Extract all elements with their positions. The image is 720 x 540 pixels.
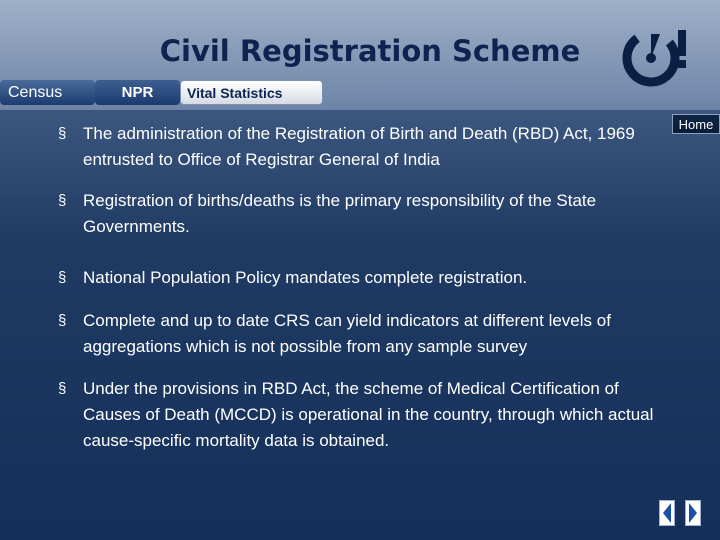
- bullet-marker: §: [58, 312, 67, 329]
- bullet-marker: §: [58, 125, 67, 142]
- bullet-text: Complete and up to date CRS can yield indicators at different levels of aggregations which is not possible from any sample survey: [83, 311, 611, 356]
- next-slide-icon[interactable]: [685, 500, 701, 526]
- tab-npr[interactable]: NPR: [95, 80, 180, 105]
- list-item: [58, 265, 658, 291]
- census-logo-icon: [618, 20, 692, 94]
- bullet-list: [58, 121, 658, 454]
- bullet-text: The administration of the Registration of Birth and Death (RBD) Act, 1969 entrusted to Office of Registrar General of India: [83, 124, 635, 169]
- bullet-marker: §: [58, 380, 67, 397]
- list-item: [58, 376, 658, 454]
- bullet-marker: §: [58, 269, 67, 286]
- list-item: [58, 121, 658, 173]
- home-button[interactable]: Home: [672, 114, 720, 134]
- list-item: [58, 308, 658, 360]
- bullet-text: Under the provisions in RBD Act, the scheme of Medical Certification of Causes of Death (MCCD) is operational in the country, through which actual cause-specific mortality data is obtained.: [83, 379, 654, 450]
- previous-slide-icon[interactable]: [659, 500, 675, 526]
- bullet-text: Registration of births/deaths is the primary responsibility of the State Governments.: [83, 191, 597, 236]
- tab-vital-statistics[interactable]: Vital Statistics: [180, 80, 323, 105]
- slide-title: Civil Registration Scheme: [159, 34, 581, 68]
- tab-census[interactable]: Census: [0, 80, 95, 105]
- bullet-text: National Population Policy mandates complete registration.: [83, 268, 528, 287]
- list-item: [58, 188, 658, 240]
- bullet-marker: §: [58, 192, 67, 209]
